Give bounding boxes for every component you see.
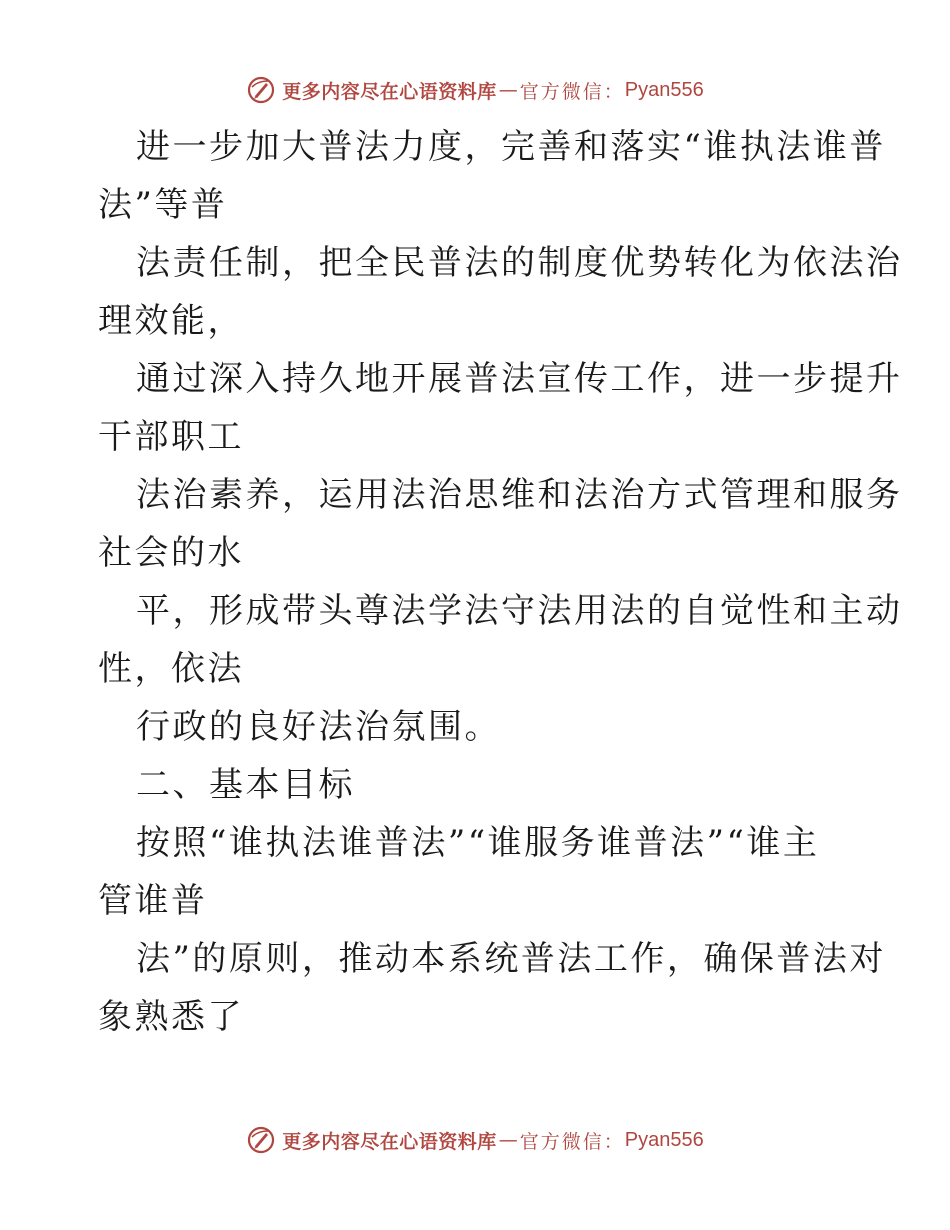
- banner-dash: —: [498, 79, 518, 101]
- paragraph-line: 性，依法: [98, 649, 244, 689]
- paragraph-line: 平，形成带头尊法学法守法用法的自觉性和主动: [136, 591, 903, 631]
- banner-wechat-label: 官方微信：: [519, 80, 625, 103]
- paragraph-line: 社会的水: [98, 533, 244, 573]
- paragraph-line: 进一步加大普法力度，完善和落实“谁执法谁普: [136, 127, 886, 167]
- banner-site-text: 更多内容尽在心语资料库: [282, 80, 497, 103]
- paragraph-line: 按照“谁执法谁普法”“谁服务谁普法”“谁主: [136, 823, 820, 863]
- banner-dash: —: [498, 1129, 518, 1151]
- paragraph-line: 干部职工: [98, 417, 244, 457]
- quill-pen-logo-icon: [246, 75, 276, 105]
- paragraph-line: 法治素养，运用法治思维和法治方式管理和服务: [136, 475, 903, 515]
- footer-banner: [0, 1120, 950, 1160]
- document-body: [98, 118, 903, 1046]
- quill-pen-logo-icon: [246, 1125, 276, 1155]
- banner-wechat-label: 官方微信：: [519, 1130, 625, 1153]
- section-heading: 二、基本目标: [136, 765, 355, 805]
- banner-wechat-id: Pyan556: [624, 1128, 704, 1151]
- paragraph-line: 法”等普: [98, 185, 228, 225]
- paragraph-line: 行政的良好法治氛围。: [136, 707, 501, 747]
- paragraph-line: 通过深入持久地开展普法宣传工作，进一步提升: [136, 359, 903, 399]
- paragraph-line: 理效能，: [98, 301, 244, 341]
- banner-site-text: 更多内容尽在心语资料库: [282, 1130, 497, 1153]
- paragraph-line: 象熟悉了: [98, 997, 244, 1037]
- header-banner: [0, 70, 950, 110]
- paragraph-line: 法”的原则，推动本系统普法工作，确保普法对: [136, 939, 886, 979]
- paragraph-line: 法责任制，把全民普法的制度优势转化为依法治: [136, 243, 903, 283]
- banner-wechat-id: Pyan556: [624, 78, 704, 101]
- paragraph-line: 管谁普: [98, 881, 208, 921]
